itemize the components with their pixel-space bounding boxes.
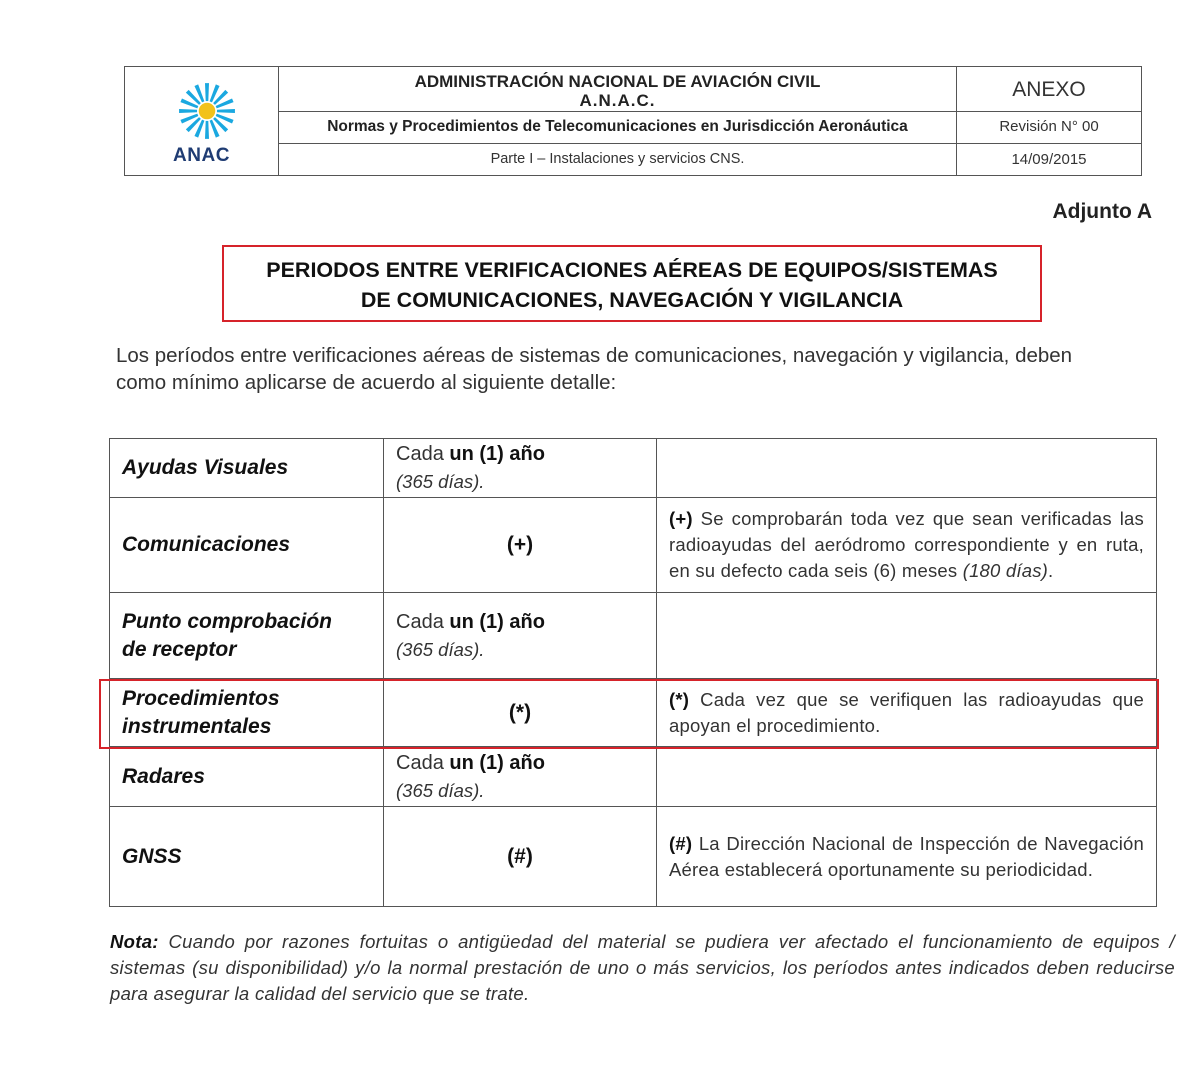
system-cell: Comunicaciones bbox=[110, 498, 384, 593]
logo-ray bbox=[205, 83, 209, 101]
logo-cell bbox=[125, 67, 279, 175]
period-prefix: Cada bbox=[396, 443, 450, 465]
note-cell bbox=[657, 747, 1157, 807]
system-cell: Punto comprobación de receptor bbox=[110, 593, 384, 679]
table-row bbox=[110, 747, 1157, 807]
header-center bbox=[279, 67, 957, 175]
table-row bbox=[110, 807, 1157, 907]
period-symbol: (+) bbox=[384, 498, 657, 593]
note-cell bbox=[657, 807, 1157, 907]
system-cell: GNSS bbox=[110, 807, 384, 907]
note-cell bbox=[657, 679, 1157, 747]
note-end: . bbox=[1048, 560, 1054, 581]
system-cell: Radares bbox=[110, 747, 384, 807]
system-cell: Ayudas Visuales bbox=[110, 439, 384, 498]
page-title bbox=[222, 245, 1042, 322]
logo-ray bbox=[217, 109, 235, 113]
note-text: Se comprobarán toda vez que sean verificadas las radioayudas del aeródromo correspondiente y en ruta, en su defecto cada seis (6) meses bbox=[669, 508, 1144, 581]
logo-text: ANAC bbox=[173, 145, 230, 166]
system-cell: Procedimientos instrumentales bbox=[110, 679, 384, 747]
period-strong: un (1) año bbox=[449, 610, 545, 633]
doc-title: Normas y Procedimientos de Telecomunicaciones en Jurisdicción Aeronáutica bbox=[279, 112, 956, 144]
attachment-label: Adjunto A bbox=[1052, 200, 1152, 223]
doc-part: Parte I – Instalaciones y servicios CNS. bbox=[490, 151, 745, 167]
table-row bbox=[110, 439, 1157, 498]
date-label: 14/09/2015 bbox=[1011, 151, 1087, 168]
period-cell bbox=[384, 747, 657, 807]
period-days: (365 días). bbox=[396, 779, 485, 801]
note-mark: (#) bbox=[669, 832, 693, 854]
annex-label: ANEXO bbox=[957, 67, 1141, 112]
note-text: La Dirección Nacional de Inspección de Navegación Aérea establecerá oportunamente su periodicidad. bbox=[669, 832, 1144, 880]
period-cell bbox=[384, 439, 657, 498]
anac-logo-icon bbox=[177, 81, 237, 141]
period-strong: un (1) año bbox=[449, 443, 545, 465]
note-cell bbox=[657, 439, 1157, 498]
org-acronym: A.N.A.C. bbox=[579, 91, 656, 110]
note-text: Cada vez que se verifiquen las radioayudas que apoyan el procedimiento. bbox=[669, 688, 1144, 736]
period-days: (365 días). bbox=[396, 638, 485, 660]
period-cell bbox=[384, 593, 657, 679]
note-italic: (180 días) bbox=[962, 560, 1048, 581]
period-strong: un (1) año bbox=[449, 751, 545, 774]
title-line-1: PERIODOS ENTRE VERIFICACIONES AÉREAS DE EQUIPOS/SISTEMAS bbox=[266, 258, 998, 282]
note-cell bbox=[657, 593, 1157, 679]
org-name: ADMINISTRACIÓN NACIONAL DE AVIACIÓN CIVIL bbox=[414, 72, 821, 91]
period-symbol: (*) bbox=[384, 679, 657, 747]
footnote-label: Nota: bbox=[110, 931, 159, 952]
period-prefix: Cada bbox=[396, 751, 450, 774]
note-mark: (*) bbox=[669, 688, 690, 710]
periods-table bbox=[109, 438, 1157, 907]
logo-ray bbox=[179, 109, 197, 113]
note-cell bbox=[657, 498, 1157, 593]
table-row bbox=[110, 679, 1157, 747]
logo-ray bbox=[205, 121, 209, 139]
period-days: (365 días). bbox=[396, 471, 485, 492]
note-mark: (+) bbox=[669, 508, 693, 529]
period-symbol: (#) bbox=[384, 807, 657, 907]
title-line-2: DE COMUNICACIONES, NAVEGACIÓN Y VIGILANCIA bbox=[360, 288, 904, 312]
revision-label: Revisión N° 00 bbox=[957, 112, 1141, 144]
table-row bbox=[110, 498, 1157, 593]
intro-paragraph: Los períodos entre verificaciones aéreas de sistemas de comunicaciones, navegación y vigilancia, deben como mínimo aplicarse de acuerdo al siguiente detalle: bbox=[116, 344, 1073, 394]
table-row bbox=[110, 593, 1157, 679]
org-name-cell bbox=[279, 67, 956, 112]
document-header bbox=[124, 66, 1142, 176]
footnote bbox=[110, 929, 1175, 1007]
footnote-text: Cuando por razones fortuitas o antigüedad del material se pudiera ver afectado el funcionamiento de equipos / sistemas (su disponibilidad) y/o la normal prestación de uno o más servicios, los períodos antes indicados deben reducirse para asegurar la calidad del servicio que se trate. bbox=[110, 931, 1175, 1004]
header-right bbox=[957, 67, 1141, 175]
period-prefix: Cada bbox=[396, 610, 450, 633]
